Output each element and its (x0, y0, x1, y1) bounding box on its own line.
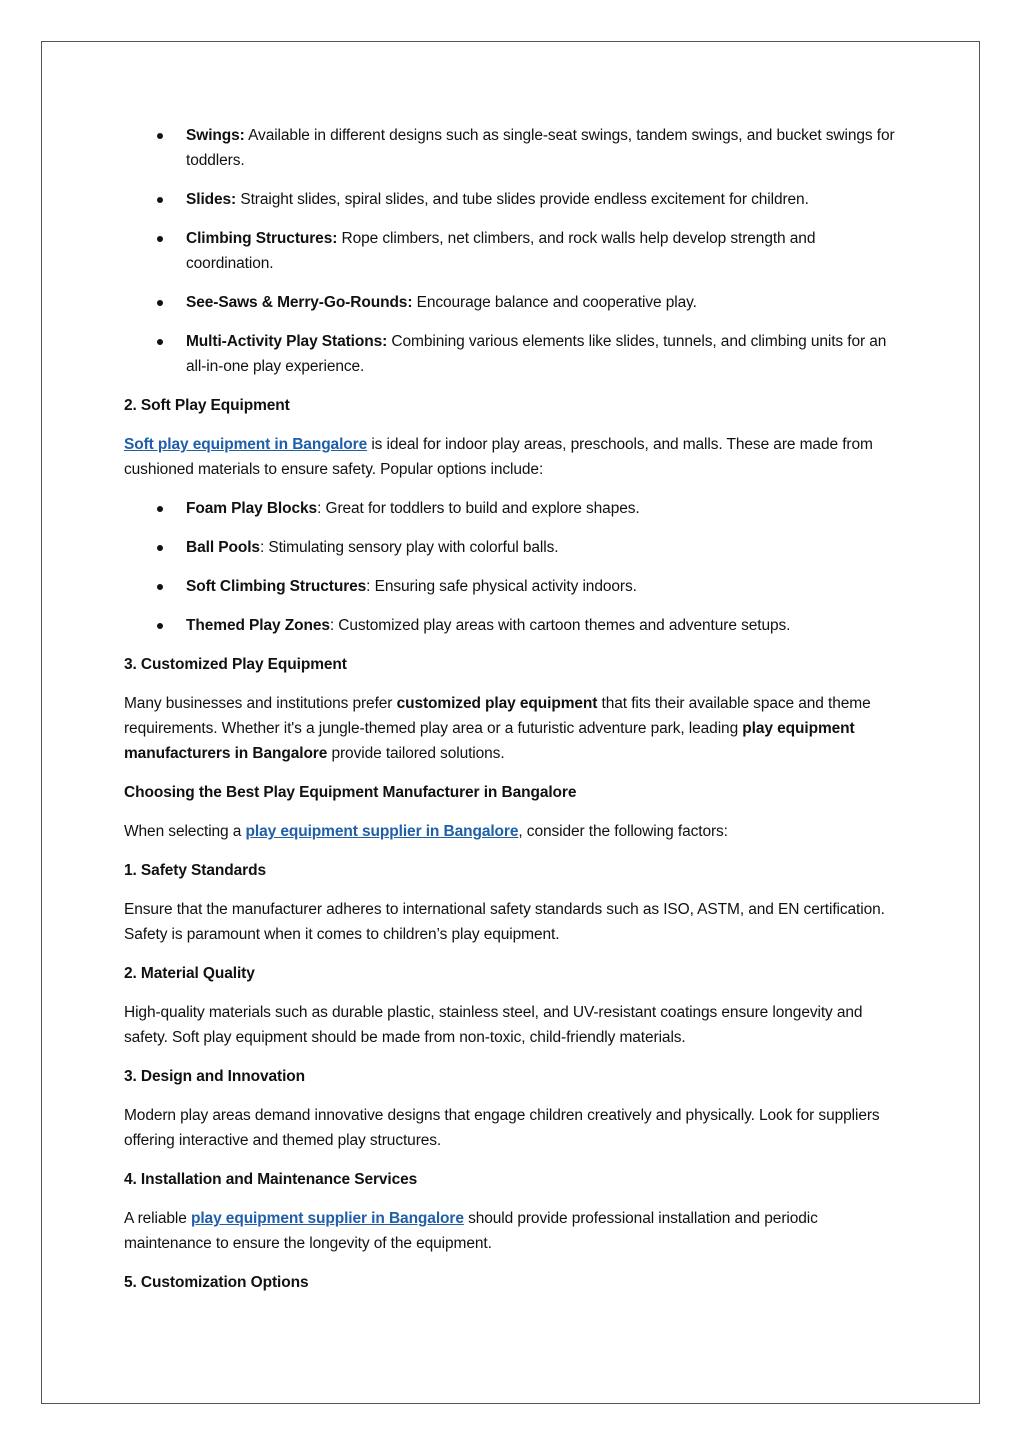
list-item (124, 613, 904, 638)
section-heading-installation: 4. Installation and Maintenance Services (124, 1171, 418, 1188)
bullet-icon (157, 197, 163, 203)
bullet-icon (157, 300, 163, 306)
choosing-paragraph (124, 819, 904, 844)
text-run: Many businesses and institutions prefer (124, 695, 397, 712)
list-item (124, 226, 904, 276)
item-text: Straight slides, spiral slides, and tube slides provide endless excitement for children. (236, 191, 809, 208)
bullet-icon (157, 339, 163, 345)
item-text: Encourage balance and cooperative play. (412, 294, 697, 311)
list-item (124, 123, 904, 173)
soft-play-list (124, 496, 904, 638)
list-item (124, 329, 904, 379)
installation-paragraph (124, 1206, 904, 1256)
text-run: , consider the following factors: (518, 823, 728, 840)
section-heading-choosing: Choosing the Best Play Equipment Manufacturer in Bangalore (124, 784, 577, 801)
item-text: : Ensuring safe physical activity indoors. (366, 578, 637, 595)
text-run: that fits their available space and theme requirements. Whether it's a jungle-themed play area or a futuristic adventure park, leading (124, 695, 871, 737)
item-term: Climbing Structures: (186, 230, 338, 247)
item-text: Available in different designs such as single-seat swings, tandem swings, and bucket swings for toddlers. (186, 127, 895, 169)
soft-play-intro-text: is ideal for indoor play areas, preschools, and malls. These are made from cushioned materials to ensure safety. Popular options include: (124, 436, 873, 478)
bullet-icon (157, 584, 163, 590)
bold-run: play equipment manufacturers in Bangalore (124, 720, 855, 762)
item-term: Swings: (186, 127, 245, 144)
bullet-icon (157, 545, 163, 551)
item-text: : Customized play areas with cartoon themes and adventure setups. (329, 617, 791, 634)
soft-play-intro (124, 432, 904, 482)
document-body (124, 123, 904, 1309)
list-item (124, 290, 904, 315)
bold-run: customized play equipment (396, 695, 598, 712)
item-text: Combining various elements like slides, tunnels, and climbing units for an all-in-one play experience. (186, 333, 887, 375)
list-item (124, 574, 904, 599)
customized-paragraph (124, 691, 904, 766)
section-heading-customized: 3. Customized Play Equipment (124, 656, 347, 673)
soft-play-link[interactable]: Soft play equipment in Bangalore (124, 436, 368, 453)
text-run: A reliable (124, 1210, 191, 1227)
section-heading-soft-play: 2. Soft Play Equipment (124, 397, 290, 414)
section-heading-safety: 1. Safety Standards (124, 862, 266, 879)
safety-paragraph: Ensure that the manufacturer adheres to international safety standards such as ISO, ASTM, and EN certification. Safety is paramount when it comes to children’s play equipment. (124, 901, 885, 943)
text-run: provide tailored solutions. (327, 745, 505, 762)
section-heading-design: 3. Design and Innovation (124, 1068, 306, 1085)
section-heading-material: 2. Material Quality (124, 965, 255, 982)
bullet-icon (157, 236, 163, 242)
item-text: Rope climbers, net climbers, and rock walls help develop strength and coordination. (186, 230, 816, 272)
list-item (124, 187, 904, 212)
item-term: See-Saws & Merry-Go-Rounds: (186, 294, 413, 311)
design-paragraph: Modern play areas demand innovative designs that engage children creatively and physically. Look for suppliers offering interactive and themed play structures. (124, 1107, 880, 1149)
item-term: Themed Play Zones (186, 617, 330, 634)
bullet-icon (157, 506, 163, 512)
text-run: should provide professional installation and periodic maintenance to ensure the longevity of the equipment. (124, 1210, 818, 1252)
bullet-icon (157, 133, 163, 139)
list-item (124, 535, 904, 560)
item-term: Foam Play Blocks (186, 500, 318, 517)
item-term: Soft Climbing Structures (186, 578, 367, 595)
material-paragraph: High-quality materials such as durable plastic, stainless steel, and UV-resistant coatings ensure longevity and safety. Soft play equipment should be made from non-toxic, child-friendly materials. (124, 1004, 863, 1046)
text-run: When selecting a (124, 823, 246, 840)
item-text: : Stimulating sensory play with colorful balls. (259, 539, 559, 556)
item-term: Multi-Activity Play Stations: (186, 333, 388, 350)
supplier-link[interactable]: play equipment supplier in Bangalore (190, 1210, 464, 1227)
section-heading-customization: 5. Customization Options (124, 1274, 309, 1291)
item-text: : Great for toddlers to build and explore shapes. (317, 500, 640, 517)
item-term: Ball Pools (186, 539, 260, 556)
list-item (124, 496, 904, 521)
supplier-link[interactable]: play equipment supplier in Bangalore (245, 823, 519, 840)
item-term: Slides: (186, 191, 237, 208)
bullet-icon (157, 623, 163, 629)
equipment-type-list (124, 123, 904, 379)
